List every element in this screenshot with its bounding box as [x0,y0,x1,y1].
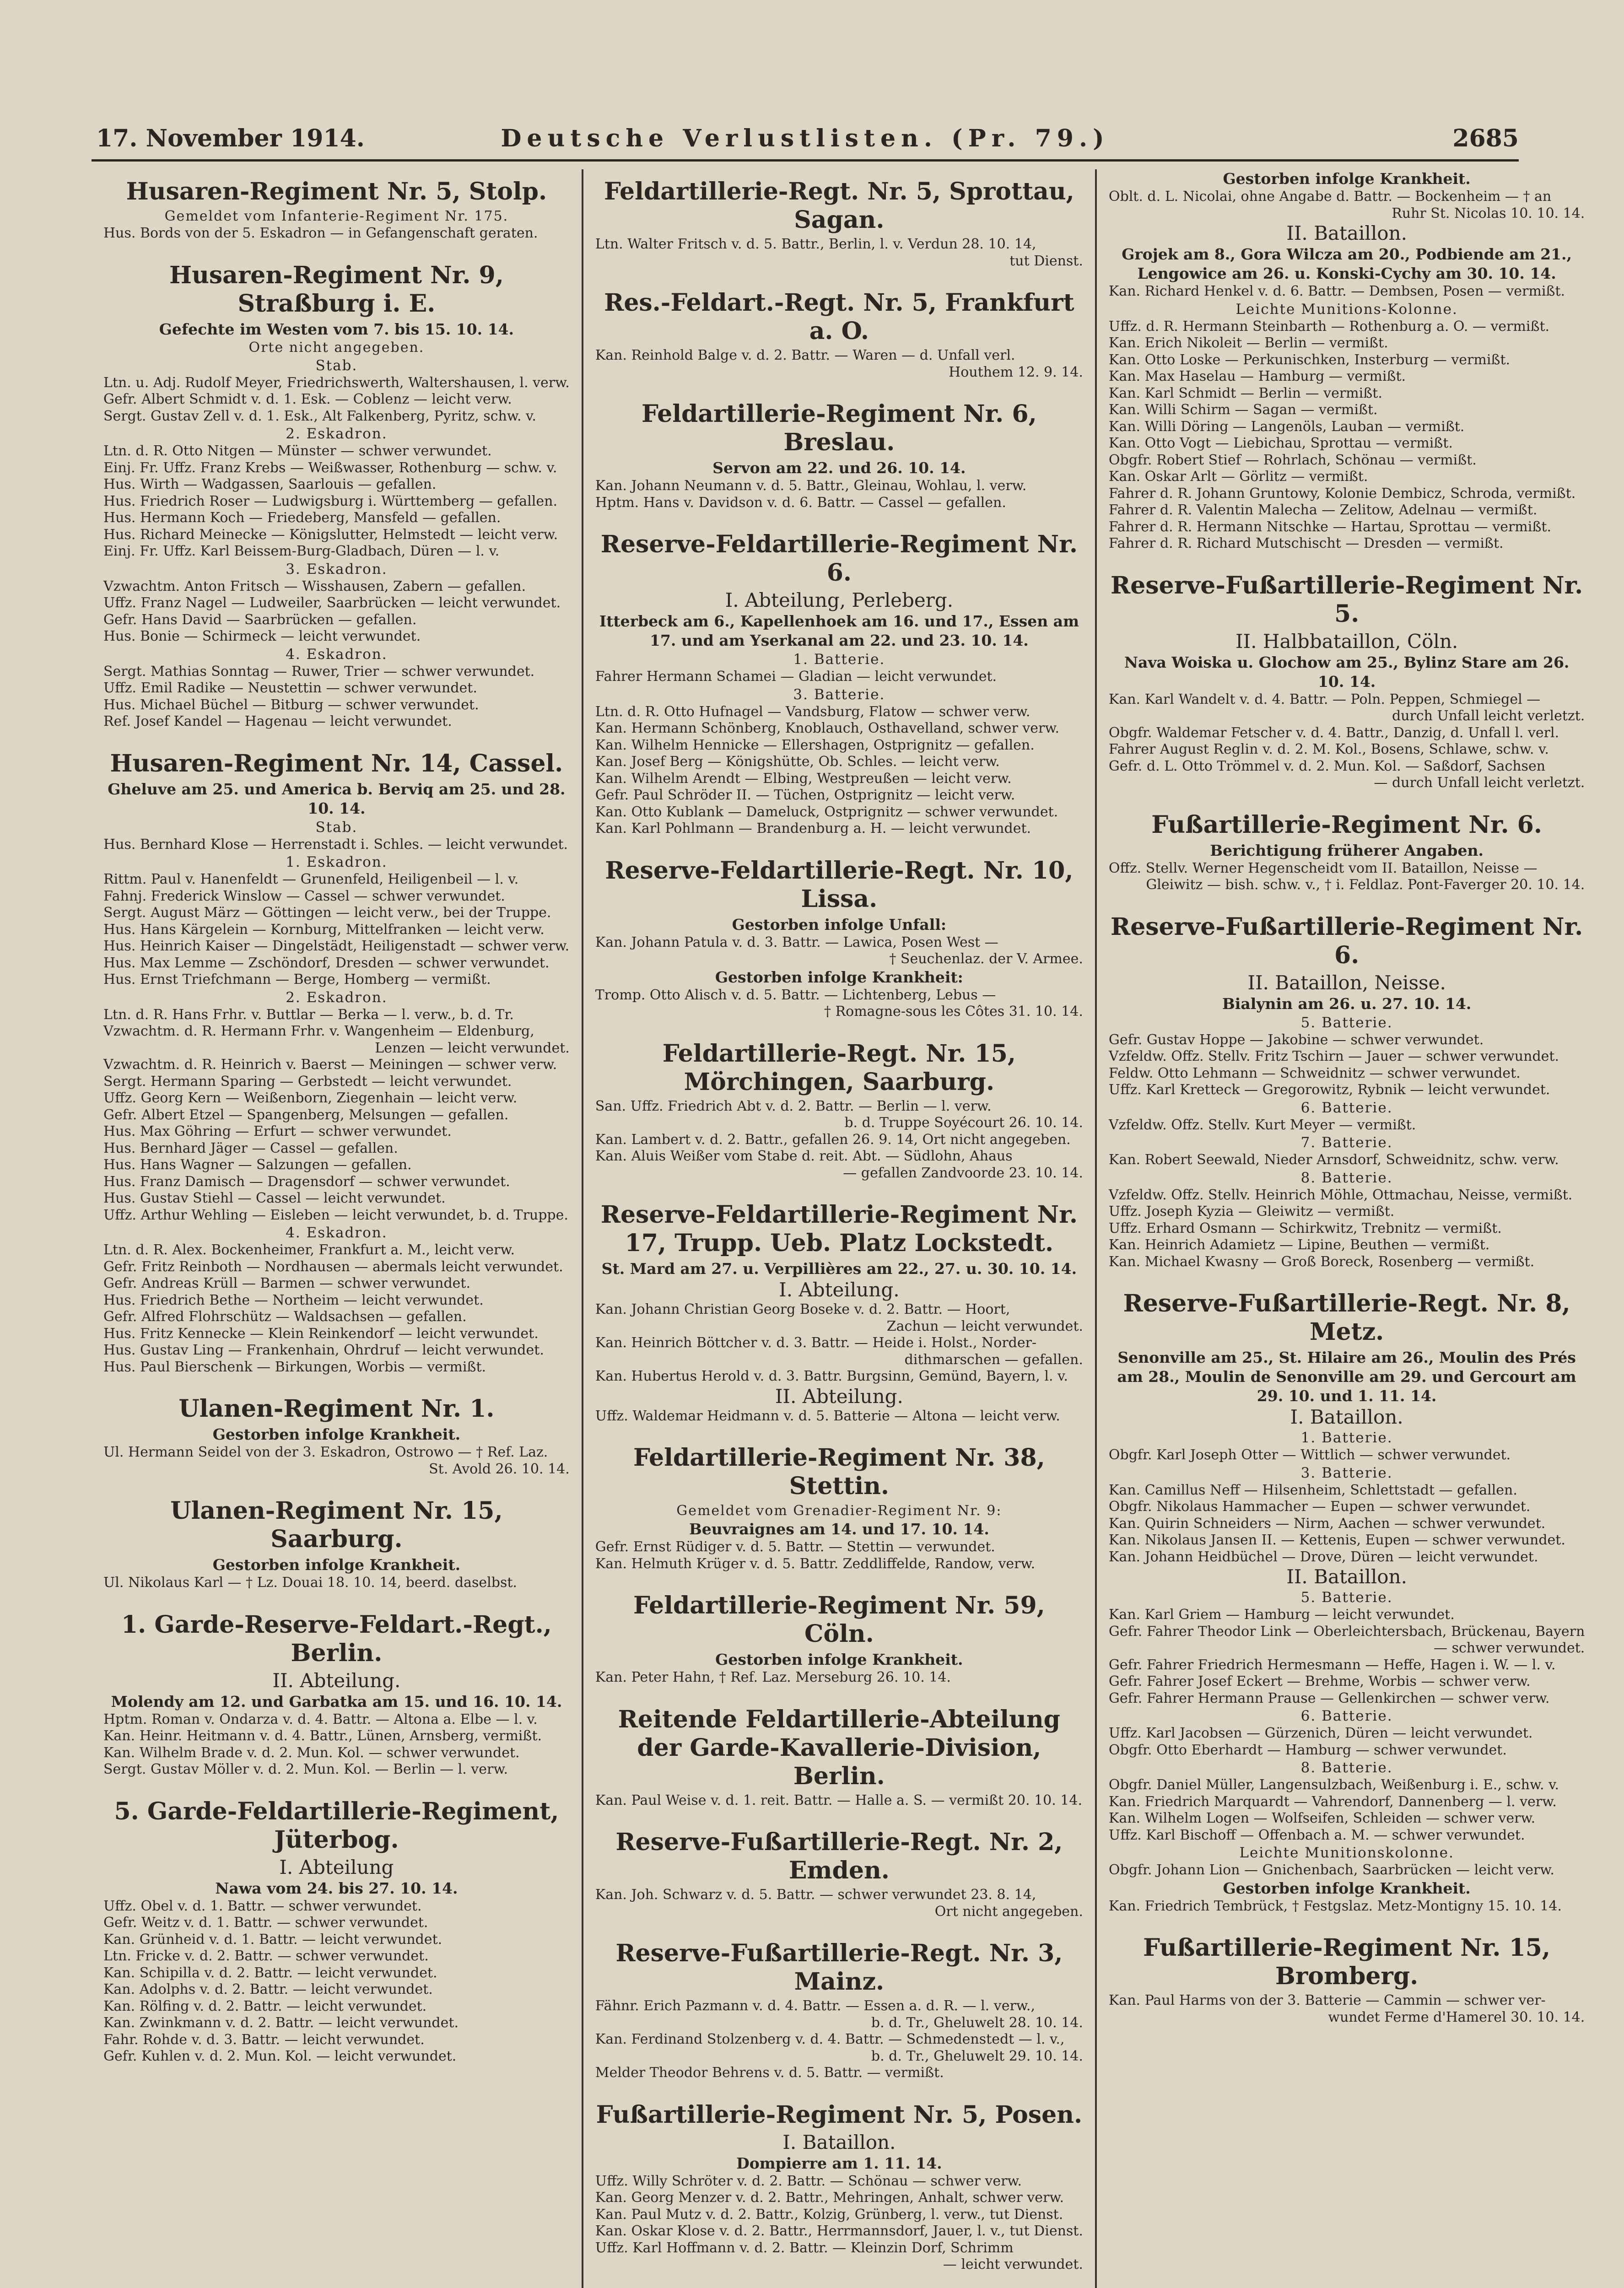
regiment-section [595,1201,1083,1425]
report-note: Gemeldet vom Infanterie-Regiment Nr. 175. [164,208,509,224]
section-title: 5. Garde-Feldartillerie-Regiment, Jüterbog. [114,1797,559,1854]
group-heading: 4. Eskadron. [286,646,388,663]
casualty-entry: Kan. Peter Hahn, † Ref. Laz. Merseburg 26. 10. 14. [595,1669,951,1685]
casualty-entry: Kan. Johann Neumann v. d. 5. Battr., Gleinau, Wohlau, l. verw. [595,478,1027,494]
regiment-section [1109,1934,1585,2026]
casualty-entry: Kan. Lambert v. d. 2. Battr., gefallen 26. 9. 14, Ort nicht angegeben. [595,1131,1071,1148]
casualty-entry: Fähnr. Erich Pazmann v. d. 4. Battr. — Essen a. d. R. — l. verw., [595,1998,1035,2014]
casualty-entry: Vzwachtm. d. R. Hermann Frhr. v. Wangenheim — Eldenburg, [103,1023,534,1039]
casualty-entry: Kan. Heinr. Heitmann v. d. 4. Battr., Lünen, Arnsberg, vermißt. [103,1728,542,1744]
header-title: Deutsche Verlustlisten. (Pr. 79.) [501,124,1110,152]
unit-subheading: II. Halbbataillon, Cöln. [1235,630,1458,653]
casualty-entry: Kan. Oskar Arlt — Görlitz — vermißt. [1108,469,1368,485]
regiment-section [595,178,1083,270]
casualty-entry: Kan. Robert Seewald, Nieder Arnsdorf, Schweidnitz, schw. verw. [1108,1152,1559,1168]
casualty-entry: Kan. Wilhelm Brade v. d. 2. Mun. Kol. — schwer verwundet. [103,1744,520,1761]
casualty-entry: Sergt. Gustav Zell v. d. 1. Esk., Alt Falkenberg, Pyritz, schw. v. [103,408,536,424]
page-header [92,123,1519,162]
group-heading: 1. Batterie. [793,651,885,668]
casualty-entry: Vzwachtm. d. R. Heinrich v. Baerst — Meiningen — schwer verw. [103,1057,557,1073]
casualty-entry: Kan. Helmuth Krüger v. d. 5. Battr. Zeddliffelde, Randow, verw. [595,1555,1036,1572]
casualty-entry: Kan. Zwinkmann v. d. 2. Battr. — leicht verwundet. [103,2015,459,2031]
group-heading: 7. Batterie. [1300,1134,1393,1151]
engagement-note: Gestorben infolge Krankheit: [715,968,963,986]
casualty-entry: Gefr. Hans David — Saarbrücken — gefallen. [103,611,417,628]
group-heading: 5. Batterie. [1300,1589,1393,1606]
group-heading: 1. Eskadron. [286,854,388,870]
casualty-entry: Ref. Josef Kandel — Hagenau — leicht verwundet. [103,713,452,729]
casualty-entry: Uffz. Joseph Kyzia — Gleiwitz — vermißt. [1108,1203,1395,1220]
casualty-entry: b. d. Truppe Soyécourt 26. 10. 14. [844,1115,1083,1131]
casualty-entry: Ltn. d. R. Otto Hufnagel — Vandsburg, Flatow — schwer verw. [595,703,1031,720]
section-title: Reserve-Fußartillerie-Regiment Nr. 6. [1110,912,1583,969]
unit-subheading: II. Abteilung. [775,1385,903,1408]
casualty-entry: Gefr. Fritz Reinboth — Nordhausen — abermals leicht verwundet. [103,1258,563,1275]
casualty-entry: Uffz. Franz Nagel — Ludweiler, Saarbrücken — leicht verwundet. [103,595,561,611]
engagement-note: Beuvraignes am 14. und 17. 10. 14. [689,1520,989,1538]
regiment-section [595,2101,1083,2273]
engagement-note: Nava Woiska u. Glochow am 25., Bylinz Stare am 26. 10. 14. [1124,653,1570,691]
casualty-entry: Tromp. Otto Alisch v. d. 5. Battr. — Lichtenberg, Lebus — [595,987,996,1003]
casualty-entry: Kan. Willi Döring — Langenöls, Lauban — vermißt. [1108,418,1465,435]
regiment-section [595,1705,1083,1809]
casualty-entry: Uffz. Karl Hoffmann v. d. 2. Battr. — Kleinzin Dorf, Schrimm [595,2239,1014,2256]
engagement-note: Gefechte im Westen vom 7. bis 15. 10. 14. [159,320,514,338]
engagement-note: Molendy am 12. und Garbatka am 15. und 16. 10. 14. [111,1692,562,1711]
casualty-entry: Gefr. Paul Schröder II. — Tüchen, Ostprignitz — leicht verw. [595,787,1015,803]
casualty-entry: Hus. Bonie — Schirmeck — leicht verwundet. [103,628,421,644]
engagement-note: Gestorben infolge Unfall: [732,915,947,934]
regiment-section [1109,1290,1585,1915]
casualty-entry: Kan. Wilhelm Arendt — Elbing, Westpreußen — leicht verw. [595,770,1012,787]
casualty-entry: Gefr. Fahrer Hermann Prause — Gellenkirchen — schwer verw. [1108,1690,1550,1706]
casualty-entry: Hus. Hans Kärgelein — Kornburg, Mittelfranken — leicht verw. [103,921,545,938]
unit-subheading: II. Bataillon. [1286,1565,1407,1588]
regiment-section [595,1444,1083,1572]
casualty-entry: Gefr. Kuhlen v. d. 2. Mun. Kol. — leicht verwundet. [103,2048,457,2064]
casualty-entry: Obgfr. Robert Stief — Rohrlach, Schönau — vermißt. [1108,452,1477,468]
casualty-entry: Kan. Johann Heidbüchel — Drove, Düren — leicht verwundet. [1108,1549,1538,1565]
group-heading: 2. Eskadron. [286,426,388,442]
casualty-entry: Kan. Karl Schmidt — Berlin — vermißt. [1108,385,1382,401]
header-date: 17. November 1914. [96,124,365,152]
engagement-note: Gestorben infolge Krankheit. [715,1651,963,1668]
casualty-entry: Kan. Nikolaus Jansen II. — Kettenis, Eupen — schwer verwundet. [1108,1532,1565,1548]
report-note: Gemeldet vom Grenadier-Regiment Nr. 9: [676,1503,1002,1519]
report-note: Orte nicht angegeben. [248,339,425,356]
section-title: Reitende Feldartillerie-Abteilung der Garde-Kavallerie-Division, Berlin. [618,1705,1061,1790]
engagement-note: Itterbeck am 6., Kapellenhoek am 16. und 17., Essen am 17. und am Yserkanal am 22. und 23. 10. 14. [599,612,1079,649]
casualty-entry: b. d. Tr., Gheluwelt 29. 10. 14. [871,2048,1083,2064]
casualty-entry: Hus. Bords von der 5. Eskadron — in Gefangenschaft geraten. [103,225,538,241]
casualty-entry: Fahrer d. R. Johann Gruntowy, Kolonie Dembicz, Schroda, vermißt. [1108,485,1576,502]
casualty-entry: Gefr. Albert Etzel — Spangenberg, Melsungen — gefallen. [103,1106,509,1123]
casualty-entry: tut Dienst. [1009,253,1083,269]
casualty-entry: b. d. Tr., Gheluwelt 28. 10. 14. [871,2014,1083,2031]
casualty-entry: Vzfeldw. Offz. Stellv. Heinrich Möhle, Ottmachau, Neisse, vermißt. [1108,1187,1573,1203]
section-title: Feldartillerie-Regt. Nr. 15, Mörchingen, Saarburg. [662,1039,1016,1096]
casualty-entry: Fahnj. Frederick Winslow — Cassel — schwer verwundet. [103,888,505,904]
casualty-entry: Offz. Stellv. Werner Hegenscheidt vom II. Bataillon, Neisse — [1108,860,1538,876]
casualty-entry: Kan. Johann Christian Georg Boseke v. d. 2. Battr. — Hoort, [595,1301,1010,1317]
casualty-entry: Sergt. Mathias Sonntag — Ruwer, Trier — schwer verwundet. [103,663,535,680]
section-title: Fußartillerie-Regiment Nr. 6. [1151,810,1542,839]
casualty-entry: — gefallen Zandvoorde 23. 10. 14. [843,1165,1083,1181]
casualty-entry: † Romagne-sous les Côtes 31. 10. 14. [824,1004,1083,1020]
casualty-entry: Kan. Joh. Schwarz v. d. 5. Battr. — schwer verwundet 23. 8. 14, [595,1887,1036,1903]
casualty-entry: Kan. Schipilla v. d. 2. Battr. — leicht verwundet. [103,1964,437,1981]
casualty-entry: Fahrer Hermann Schamei — Gladian — leicht verwundet. [595,669,997,685]
engagement-note: St. Mard am 27. u. Verpillières am 22., 27. u. 30. 10. 14. [601,1260,1077,1278]
casualty-entry: — leicht verwundet. [943,2256,1083,2272]
casualty-entry: Gefr. Weitz v. d. 1. Battr. — schwer verwundet. [103,1915,428,1931]
regiment-section [103,178,570,242]
casualty-entry: Kan. Karl Griem — Hamburg — leicht verwundet. [1108,1607,1455,1623]
casualty-entry: Obgfr. Otto Eberhardt — Hamburg — schwer verwundet. [1108,1742,1507,1758]
casualty-entry: Kan. Heinrich Adamietz — Lipine, Beuthen — vermißt. [1108,1237,1490,1253]
casualty-entry: Ltn. Fricke v. d. 2. Battr. — schwer verwundet. [103,1948,429,1964]
casualty-entry: Kan. Otto Loske — Perkunischken, Insterburg — vermißt. [1108,351,1511,368]
regiment-section [1109,811,1585,894]
regiment-section [595,1592,1083,1686]
regiment-section [595,400,1083,511]
section-title: Feldartillerie-Regiment Nr. 6, Breslau. [642,400,1037,456]
casualty-entry: Gefr. Ernst Rüdiger v. d. 5. Battr. — Stettin — verwundet. [595,1539,995,1555]
section-title: Feldartillerie-Regiment Nr. 59, Cöln. [633,1592,1045,1648]
casualty-entry: Kan. Rölfing v. d. 2. Battr. — leicht verwundet. [103,1998,427,2014]
casualty-entry: Kan. Quirin Schneiders — Nirm, Aachen — schwer verwundet. [1108,1515,1546,1532]
group-heading: 2. Eskadron. [286,989,388,1006]
casualty-entry: — schwer verwundet. [1434,1640,1585,1656]
engagement-note: Gheluve am 25. und America b. Berviq am 25. und 28. 10. 14. [108,780,566,817]
group-heading: Stab. [315,819,358,836]
casualty-entry: Hus. Ernst Triefchmann — Berge, Homberg — vermißt. [103,971,491,988]
casualty-entry: Einj. Fr. Uffz. Karl Beissem-Burg-Gladbach, Düren — l. v. [103,543,500,559]
section-title: Husaren-Regiment Nr. 14, Cassel. [110,749,563,777]
regiment-section [1109,169,1585,552]
casualty-entry: Gefr. Fahrer Theodor Link — Oberleichtersbach, Brückenau, Bayern [1108,1623,1585,1640]
casualty-entry: Hus. Bernhard Klose — Herrenstadt i. Schles. — leicht verwundet. [103,836,568,853]
section-title: Ulanen-Regiment Nr. 15, Saarburg. [170,1497,503,1553]
casualty-entry: Hus. Hermann Koch — Friedeberg, Mansfeld — gefallen. [103,510,501,526]
casualty-entry: Hus. Gustav Ling — Frankenhain, Ohrdruf — leicht verwundet. [103,1342,544,1358]
casualty-entry: Uffz. Erhard Osmann — Schirkwitz, Trebnitz — vermißt. [1108,1220,1502,1236]
casualty-entry: Ruhr St. Nicolas 10. 10. 14. [1392,205,1585,221]
section-title: Fußartillerie-Regiment Nr. 15, Bromberg. [1143,1934,1551,1990]
casualty-entry: Kan. Ferdinand Stolzenberg v. d. 4. Battr. — Schmedenstedt — l. v., [595,2031,1065,2047]
casualty-entry: Hptm. Hans v. Davidson v. d. 6. Battr. — Cassel — gefallen. [595,494,1006,511]
casualty-entry: Kan. Karl Wandelt v. d. 4. Battr. — Poln. Peppen, Schmiegel — [1108,691,1541,707]
casualty-entry: Kan. Friedrich Marquardt — Vahrendorf, Dannenberg — l. verw. [1108,1793,1557,1810]
unit-subheading: I. Abteilung [279,1856,394,1878]
group-heading: 6. Batterie. [1300,1708,1393,1724]
casualty-entry: Obgfr. Daniel Müller, Langensulzbach, Weißenburg i. E., schw. v. [1108,1777,1559,1793]
casualty-entry: dithmarschen — gefallen. [904,1351,1083,1368]
casualty-entry: Obgfr. Nikolaus Hammacher — Eupen — schwer verwundet. [1108,1499,1531,1515]
casualty-entry: Hus. Richard Meinecke — Königslutter, Helmstedt — leicht verw. [103,526,558,543]
column-2 [582,169,1095,2288]
casualty-entry: Kan. Wilhelm Hennicke — Ellershagen, Ostprignitz — gefallen. [595,737,1035,753]
columns [92,169,1585,2288]
casualty-entry: Ltn. u. Adj. Rudolf Meyer, Friedrichswerth, Waltershausen, l. verw. [103,374,570,391]
casualty-entry: Uffz. Waldemar Heidmann v. d. 5. Batterie — Altona — leicht verw. [595,1408,1060,1424]
casualty-entry: Uffz. Arthur Wehling — Eisleben — leicht verwundet, b. d. Truppe. [103,1207,568,1223]
engagement-note: Gestorben infolge Krankheit. [212,1425,461,1443]
casualty-entry: Uffz. Emil Radike — Neustettin — schwer verwundet. [103,680,477,696]
casualty-entry: Kan. Georg Menzer v. d. 2. Battr., Mehringen, Anhalt, schwer verw. [595,2190,1064,2206]
casualty-entry: Ltn. d. R. Hans Frhr. v. Buttlar — Berka — l. verw., b. d. Tr. [103,1006,514,1023]
casualty-entry: Kan. Paul Weise v. d. 1. reit. Battr. — Halle a. S. — vermißt 20. 10. 14. [595,1792,1082,1808]
regiment-section [595,1939,1083,2082]
column-1 [92,169,582,2288]
section-title: Reserve-Feldartillerie-Regt. Nr. 10, Lissa. [605,856,1074,913]
casualty-entry: Ort nicht angegeben. [934,1903,1083,1920]
section-title: Reserve-Feldartillerie-Regiment Nr. 6. [600,530,1078,587]
casualty-entry: Rittm. Paul v. Hanenfeldt — Grunenfeld, Heiligenbeil — l. v. [103,871,519,887]
group-heading: 5. Batterie. [1300,1014,1393,1031]
regiment-section [103,750,570,1376]
casualty-entry: Feldw. Otto Lehmann — Schweidnitz — schwer verwundet. [1108,1065,1521,1081]
casualty-entry: Kan. Hermann Schönberg, Knoblauch, Osthavelland, schwer verw. [595,720,1060,736]
engagement-note: Nawa vom 24. bis 27. 10. 14. [215,1879,458,1897]
casualty-entry: Vzwachtm. Anton Fritsch — Wisshausen, Zabern — gefallen. [103,578,526,594]
casualty-entry: Hus. Gustav Stiehl — Cassel — leicht verwundet. [103,1190,446,1206]
casualty-entry: Ltn. d. R. Otto Nitgen — Münster — schwer verwundet. [103,443,492,459]
casualty-entry: Gefr. d. L. Otto Trömmel v. d. 2. Mun. Kol. — Saßdorf, Sachsen [1108,758,1546,774]
casualty-entry: Kan. Grünheid v. d. 1. Battr. — leicht verwundet. [103,1931,442,1948]
casualty-entry: Gleiwitz — bish. schw. v., † i. Feldlaz. Pont-Faverger 20. 10. 14. [1146,877,1585,893]
casualty-entry: Ul. Hermann Seidel von der 3. Eskadron, Ostrowo — † Ref. Laz. [103,1444,548,1460]
unit-subheading: I. Bataillon. [782,2131,896,2153]
casualty-entry: Melder Theodor Behrens v. d. 5. Battr. — vermißt. [595,2065,944,2081]
casualty-entry: Uffz. Karl Jacobsen — Gürzenich, Düren — leicht verwundet. [1108,1725,1533,1741]
engagement-note: Bialynin am 26. u. 27. 10. 14. [1222,994,1472,1013]
engagement-note: Dompierre am 1. 11. 14. [736,2154,942,2172]
casualty-entry: Gefr. Andreas Krüll — Barmen — schwer verwundet. [103,1275,470,1291]
casualty-entry: Kan. Hubertus Herold v. d. 3. Battr. Burgsinn, Gemünd, Bayern, l. v. [595,1368,1068,1384]
group-heading: 8. Batterie. [1300,1759,1393,1776]
engagement-note: Gestorben infolge Krankheit. [212,1556,461,1574]
engagement-note: Gestorben infolge Krankheit. [1223,1879,1471,1897]
casualty-entry: Hus. Bernhard Jäger — Cassel — gefallen. [103,1140,398,1156]
unit-subheading: II. Abteilung. [272,1669,401,1692]
casualty-entry: Ul. Nikolaus Karl — † Lz. Douai 18. 10. 14, beerd. daselbst. [103,1575,517,1591]
section-title: Feldartillerie-Regiment Nr. 38, Stettin. [633,1444,1045,1500]
casualty-entry: Houthem 12. 9. 14. [949,364,1083,380]
casualty-entry: Fahrer d. R. Hermann Nitschke — Hartau, Sprottau — vermißt. [1108,518,1551,535]
casualty-entry: Uffz. Obel v. d. 1. Battr. — schwer verwundet. [103,1898,422,1914]
casualty-entry: Kan. Otto Kublank — Dameluck, Ostprignitz — schwer verwundet. [595,804,1058,820]
regiment-section [103,261,570,730]
casualty-entry: Ltn. Walter Fritsch v. d. 5. Battr., Berlin, l. v. Verdun 28. 10. 14, [595,236,1036,252]
regiment-section [595,857,1083,1020]
casualty-entry: Gefr. Alfred Flohrschütz — Waldsachsen — gefallen. [103,1309,467,1325]
casualty-entry: Hus. Hans Wagner — Salzungen — gefallen. [103,1157,412,1173]
section-title: Res.-Feldart.-Regt. Nr. 5, Frankfurt a. O. [604,289,1074,345]
group-heading: Stab. [315,357,358,374]
casualty-entry: Hus. Wirth — Wadgassen, Saarlouis — gefallen. [103,476,437,492]
casualty-entry: Hus. Fritz Kennecke — Klein Reinkendorf — leicht verwundet. [103,1325,539,1342]
casualty-entry: Ltn. d. R. Alex. Bockenheimer, Frankfurt a. M., leicht verw. [103,1242,515,1258]
casualty-entry: Kan. Michael Kwasny — Groß Boreck, Rosenberg — vermißt. [1108,1253,1535,1270]
casualty-entry: Einj. Fr. Uffz. Franz Krebs — Weißwasser, Rothenburg — schw. v. [103,459,557,476]
casualty-entry: Fahrer d. R. Valentin Malecha — Zelitow, Adelnau — vermißt. [1108,502,1538,518]
regiment-section [595,1040,1083,1182]
section-title: Reserve-Fußartillerie-Regt. Nr. 2, Emden. [615,1828,1063,1884]
casualty-entry: Uffz. Georg Kern — Weißenborn, Ziegenhain — leicht verw. [103,1090,518,1106]
engagement-note: Grojek am 8., Gora Wilcza am 20., Podbiende am 21., Lengowice am 26. u. Konski-Cychy am 30. 10. 14. [1122,245,1572,282]
section-title: Feldartillerie-Regt. Nr. 5, Sprottau, Sagan. [604,178,1074,234]
casualty-entry: Hus. Franz Damisch — Dragensdorf — schwer verwundet. [103,1173,510,1190]
unit-subheading: II. Bataillon, Neisse. [1247,971,1446,994]
casualty-entry: Kan. Willi Schirm — Sagan — vermißt. [1108,402,1378,418]
group-heading: 1. Batterie. [1300,1430,1393,1446]
engagement-note: Berichtigung früherer Angaben. [1210,841,1484,859]
section-title: Reserve-Fußartillerie-Regt. Nr. 8, Metz. [1123,1290,1570,1346]
casualty-entry: Uffz. Willy Schröter v. d. 2. Battr. — Schönau — schwer verw. [595,2173,1022,2189]
casualty-entry: Uffz. Karl Kretteck — Gregorowitz, Rybnik — leicht verwundet. [1108,1082,1550,1098]
casualty-entry: Kan. Aluis Weißer vom Stabe d. reit. Abt. — Südlohn, Ahaus [595,1148,1013,1164]
engagement-note: Gestorben infolge Krankheit. [1223,170,1471,188]
casualty-entry: Kan. Oskar Klose v. d. 2. Battr., Herrmannsdorf, Jauer, l. v., tut Dienst. [595,2223,1083,2239]
group-heading: 3. Batterie. [793,686,885,703]
casualty-entry: Uffz. Karl Bischoff — Offenbach a. M. — schwer verwundet. [1108,1827,1525,1843]
casualty-entry: Sergt. August März — Göttingen — leicht verw., bei der Truppe. [103,905,551,921]
casualty-entry: Kan. Paul Mutz v. d. 2. Battr., Kolzig, Grünberg, l. verw., tut Dienst. [595,2206,1063,2223]
casualty-entry: Zachun — leicht verwundet. [886,1318,1083,1334]
casualty-entry: Obgfr. Karl Joseph Otter — Wittlich — schwer verwundet. [1108,1447,1511,1463]
unit-subheading: I. Abteilung, Perleberg. [725,589,954,611]
casualty-entry: Kan. Max Haselau — Hamburg — vermißt. [1108,368,1406,384]
casualty-entry: † Seuchenlaz. der V. Armee. [889,951,1083,967]
section-title: 1. Garde-Reserve-Feldart.-Regt., Berlin. [121,1610,552,1667]
casualty-entry: wundet Ferme d'Hamerel 30. 10. 14. [1328,2009,1585,2025]
casualty-entry: Hus. Max Göhring — Erfurt — schwer verwundet. [103,1123,452,1139]
column-3 [1095,169,1597,2288]
regiment-section [595,530,1083,837]
group-heading: Leichte Munitions-Kolonne. [1236,301,1458,318]
casualty-entry: Hus. Michael Büchel — Bitburg — schwer verwundet. [103,696,479,713]
regiment-section [595,1828,1083,1920]
unit-subheading: I. Bataillon. [1290,1406,1403,1428]
casualty-entry: Hus. Friedrich Roser — Ludwigsburg i. Württemberg — gefallen. [103,493,557,509]
casualty-entry: Gefr. Albert Schmidt v. d. 1. Esk. — Coblenz — leicht verw. [103,391,512,407]
casualty-entry: Kan. Friedrich Tembrück, † Festgslaz. Metz-Montigny 15. 10. 14. [1108,1898,1562,1914]
regiment-section [103,1497,570,1592]
group-heading: 3. Eskadron. [286,561,388,577]
casualty-entry: Kan. Adolphs v. d. 2. Battr. — leicht verwundet. [103,1981,433,1997]
casualty-entry: Kan. Camillus Neff — Hilsenheim, Schlettstadt — gefallen. [1108,1482,1517,1498]
casualty-entry: Fahrer d. R. Richard Mutschischt — Dresden — vermißt. [1108,535,1504,551]
engagement-note: Servon am 22. und 26. 10. 14. [712,459,966,477]
group-heading: 6. Batterie. [1300,1099,1393,1116]
casualty-entry: Hus. Friedrich Bethe — Northeim — leicht verwundet. [103,1292,484,1308]
section-title: Reserve-Feldartillerie-Regiment Nr. 17, Trupp. Ueb. Platz Lockstedt. [600,1201,1078,1257]
casualty-entry: Gefr. Fahrer Josef Eckert — Brehme, Worbis — schwer verw. [1108,1673,1531,1689]
casualty-entry: Gefr. Gustav Hoppe — Jakobine — schwer verwundet. [1108,1031,1484,1048]
casualty-entry: Kan. Wilhelm Logen — Wolfseifen, Schleiden — schwer verw. [1108,1810,1536,1826]
casualty-entry: Sergt. Gustav Möller v. d. 2. Mun. Kol. — Berlin — l. verw. [103,1761,508,1777]
section-title: Reserve-Fußartillerie-Regt. Nr. 3, Mainz. [615,1939,1063,1996]
casualty-entry: Fahrer August Reglin v. d. 2. M. Kol., Bosens, Schlawe, schw. v. [1108,741,1549,757]
regiment-section [103,1611,570,1778]
section-title: Fußartillerie-Regiment Nr. 5, Posen. [596,2100,1083,2129]
group-heading: 8. Batterie. [1300,1169,1393,1186]
casualty-entry: Sergt. Hermann Sparing — Gerbstedt — leicht verwundet. [103,1073,512,1090]
casualty-entry: durch Unfall leicht verletzt. [1392,708,1585,724]
casualty-entry: Fahr. Rohde v. d. 3. Battr. — leicht verwundet. [103,2031,425,2048]
casualty-entry: Obgfr. Johann Lion — Gnichenbach, Saarbrücken — leicht verw. [1108,1862,1554,1878]
casualty-entry: Hus. Max Lemme — Zschöndorf, Dresden — schwer verwundet. [103,955,550,971]
casualty-entry: San. Uffz. Friedrich Abt v. d. 2. Battr. — Berlin — l. verw. [595,1098,992,1114]
section-title: Ulanen-Regiment Nr. 1. [178,1395,495,1423]
group-heading: 3. Batterie. [1300,1464,1393,1481]
casualty-entry: Vzfeldw. Offz. Stellv. Fritz Tschirn — Jauer — schwer verwundet. [1108,1048,1559,1064]
casualty-entry: Gefr. Fahrer Friedrich Hermesmann — Heffe, Hagen i. W. — l. v. [1108,1657,1556,1673]
regiment-section [595,289,1083,381]
group-heading: Leichte Munitionskolonne. [1239,1845,1454,1861]
engagement-note: Senonville am 25., St. Hilaire am 26., Moulin des Prés am 28., Moulin de Senonville am 29. und Gercourt am 29. 10. und 1. 11. 14. [1117,1349,1576,1405]
casualty-entry: Hus. Heinrich Kaiser — Dingelstädt, Heiligenstadt — schwer verw. [103,938,570,954]
regiment-section [103,1797,570,2065]
casualty-entry: Kan. Otto Vogt — Liebichau, Sprottau — vermißt. [1108,435,1453,451]
casualty-entry: Lenzen — leicht verwundet. [375,1040,570,1056]
casualty-entry: — durch Unfall leicht verletzt. [1374,775,1585,791]
casualty-entry: Obgfr. Waldemar Fetscher v. d. 4. Battr., Danzig, d. Unfall l. verl. [1108,724,1559,741]
unit-subheading: II. Bataillon. [1286,222,1407,244]
casualty-entry: Kan. Richard Henkel v. d. 6. Battr. — Dembsen, Posen — vermißt. [1108,283,1565,299]
header-page-number: 2685 [1452,124,1519,152]
regiment-section [1109,913,1585,1271]
casualty-entry: Kan. Josef Berg — Königshütte, Ob. Schles. — leicht verw. [595,754,1000,770]
section-title: Husaren-Regiment Nr. 5, Stolp. [126,178,547,205]
casualty-entry: Uffz. d. R. Hermann Steinbarth — Rothenburg a. O. — vermißt. [1108,318,1550,335]
casualty-entry: Kan. Paul Harms von der 3. Batterie — Cammin — schwer ver- [1108,1992,1546,2008]
regiment-section [103,1395,570,1478]
section-title: Reserve-Fußartillerie-Regiment Nr. 5. [1110,571,1583,628]
casualty-entry: Kan. Karl Pohlmann — Brandenburg a. H. — leicht verwundet. [595,820,1031,836]
group-heading: 4. Eskadron. [286,1225,388,1241]
casualty-entry: Vzfeldw. Offz. Stellv. Kurt Meyer — vermißt. [1108,1117,1416,1133]
casualty-entry: St. Avold 26. 10. 14. [429,1461,570,1477]
casualty-entry: Hptm. Roman v. Ondarza v. d. 4. Battr. — Altona a. Elbe — l. v. [103,1711,538,1727]
casualty-entry: Kan. Johann Patula v. d. 3. Battr. — Lawica, Posen West — [595,934,998,950]
unit-subheading: I. Abteilung. [779,1279,900,1301]
casualty-entry: Kan. Erich Nikoleit — Berlin — vermißt. [1108,335,1388,351]
casualty-entry: Kan. Heinrich Böttcher v. d. 3. Battr. — Heide i. Holst., Norder- [595,1335,1037,1351]
regiment-section [1109,572,1585,792]
casualty-entry: Oblt. d. L. Nicolai, ohne Angabe d. Battr. — Bockenheim — † an [1108,189,1552,205]
casualty-entry: Hus. Paul Bierschenk — Birkungen, Worbis — vermißt. [103,1359,486,1375]
casualty-entry: Kan. Reinhold Balge v. d. 2. Battr. — Waren — d. Unfall verl. [595,347,1015,363]
section-title: Husaren-Regiment Nr. 9, Straßburg i. E. [169,261,504,318]
